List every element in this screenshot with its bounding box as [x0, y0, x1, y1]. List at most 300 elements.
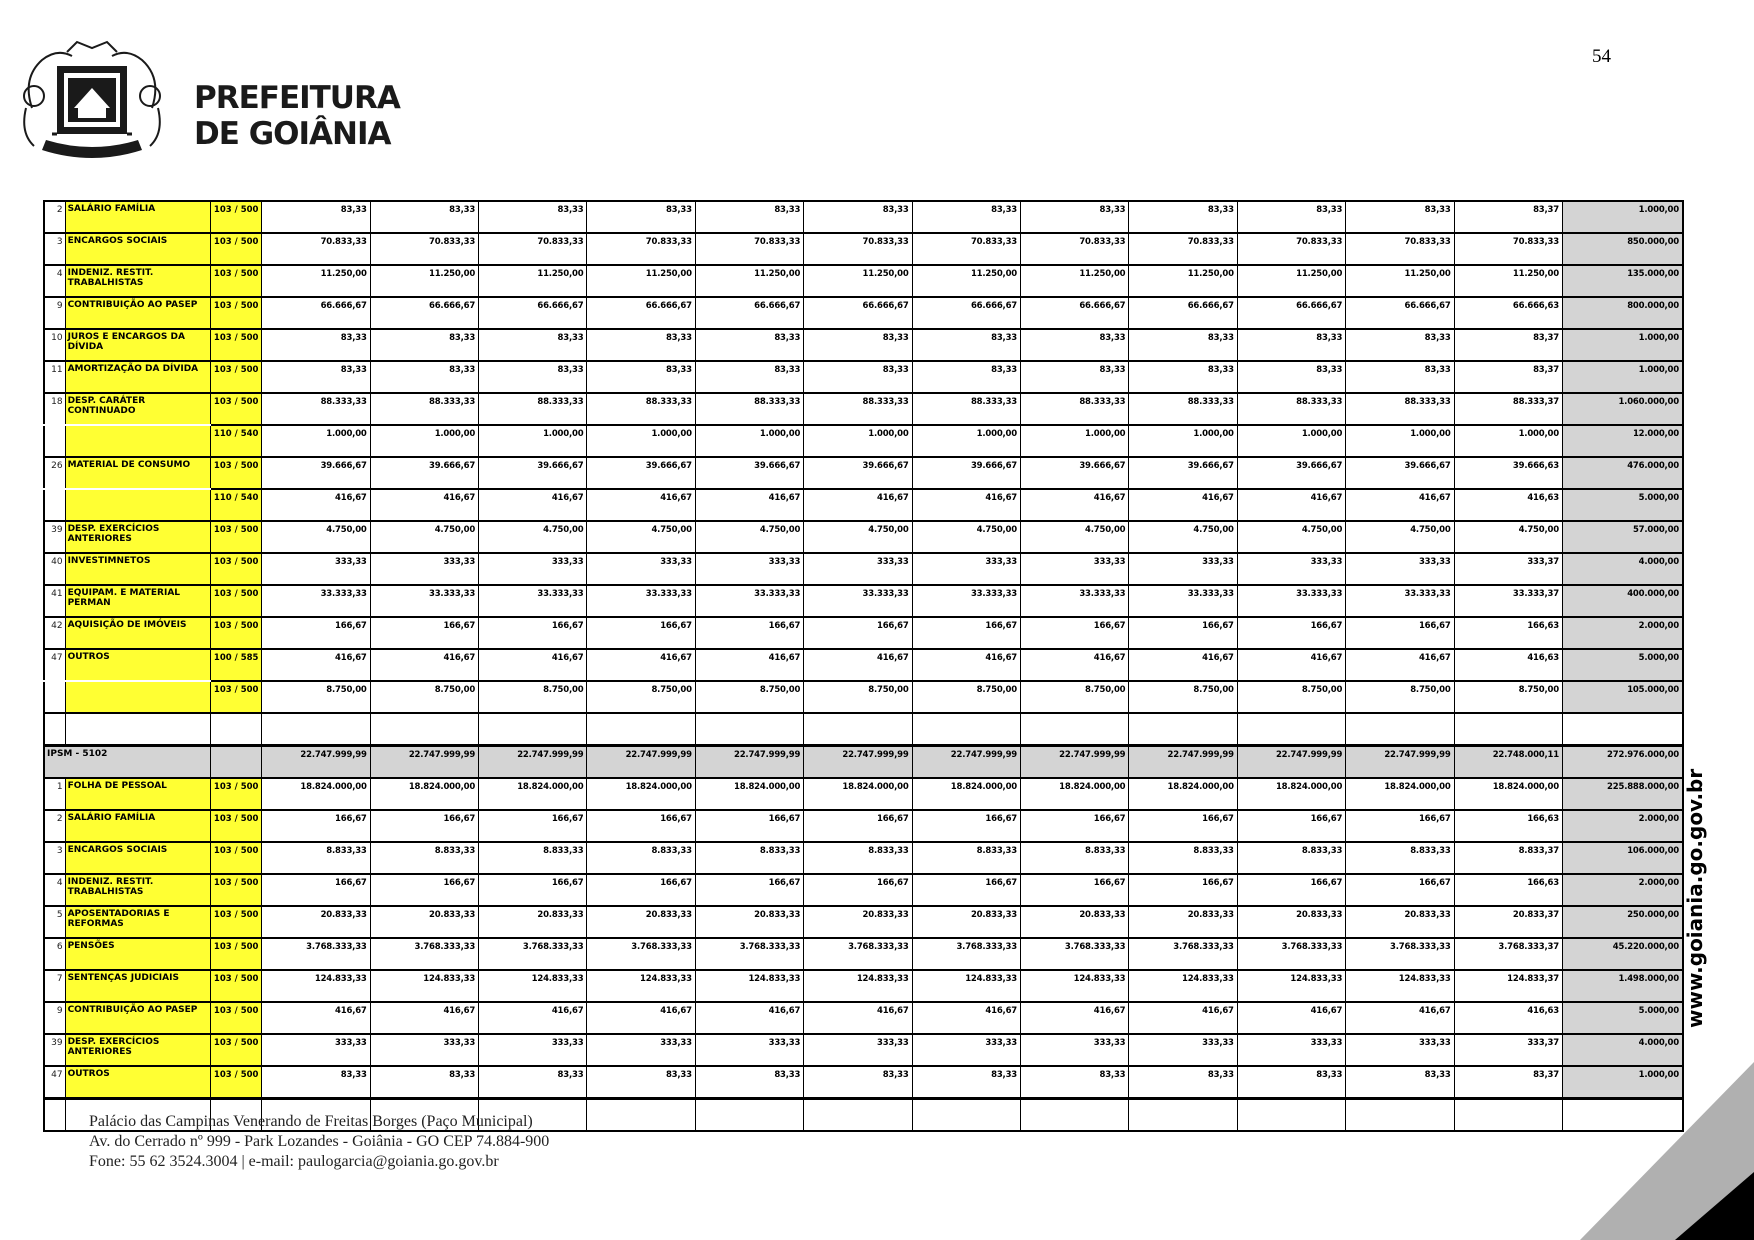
table-row	[44, 1066, 1683, 1099]
month-value: 88.333,37	[1454, 393, 1562, 425]
month-value: 70.833,33	[912, 233, 1020, 265]
table-row	[44, 425, 1683, 457]
month-value: 83,33	[479, 201, 587, 233]
row-code: 42	[44, 617, 65, 649]
table-row	[44, 970, 1683, 1002]
month-value: 18.824.000,00	[1021, 778, 1129, 810]
month-value: 124.833,33	[1021, 970, 1129, 1002]
month-value: 33.333,37	[1454, 585, 1562, 617]
month-value: 18.824.000,00	[1237, 778, 1345, 810]
row-code: 9	[44, 1002, 65, 1034]
website-vertical-text: www.goiania.go.gov.br	[1683, 768, 1707, 1028]
month-value: 83,33	[912, 329, 1020, 361]
group-month-value: 22.747.999,99	[587, 746, 695, 779]
month-value: 416,67	[587, 1002, 695, 1034]
month-value: 8.750,00	[587, 681, 695, 713]
group-month-value: 22.747.999,99	[804, 746, 912, 779]
month-value: 83,33	[912, 361, 1020, 393]
month-value: 8.750,00	[804, 681, 912, 713]
row-source: 103 / 500	[211, 617, 262, 649]
month-value: 88.333,33	[262, 393, 370, 425]
row-code: 7	[44, 970, 65, 1002]
month-value: 416,67	[479, 489, 587, 521]
row-source: 110 / 540	[211, 425, 262, 457]
row-total: 2.000,00	[1562, 874, 1683, 906]
month-value: 83,33	[1237, 1066, 1345, 1099]
month-value: 416,67	[370, 1002, 478, 1034]
month-value: 416,67	[1237, 649, 1345, 681]
group-month-value: 22.747.999,99	[1021, 746, 1129, 779]
month-value: 416,67	[1346, 489, 1454, 521]
month-value: 83,33	[804, 1066, 912, 1099]
month-value: 88.333,33	[1021, 393, 1129, 425]
group-header-row	[44, 746, 1683, 779]
month-value: 88.333,33	[1346, 393, 1454, 425]
month-value: 4.750,00	[1021, 521, 1129, 553]
month-value: 66.666,67	[370, 297, 478, 329]
month-value: 333,33	[1346, 1034, 1454, 1066]
row-code: 2	[44, 810, 65, 842]
row-description: INDENIZ. RESTIT. TRABALHISTAS	[65, 874, 211, 906]
month-value: 83,33	[370, 329, 478, 361]
month-value: 1.000,00	[1237, 425, 1345, 457]
row-total: 5.000,00	[1562, 649, 1683, 681]
month-value: 166,67	[1021, 810, 1129, 842]
month-value: 1.000,00	[912, 425, 1020, 457]
month-value: 11.250,00	[1237, 265, 1345, 297]
row-code	[44, 489, 65, 521]
month-value: 3.768.333,33	[1237, 938, 1345, 970]
month-value: 1.000,00	[262, 425, 370, 457]
row-code: 39	[44, 1034, 65, 1066]
row-total: 225.888.000,00	[1562, 778, 1683, 810]
row-description: DESP. EXERCÍCIOS ANTERIORES	[65, 1034, 211, 1066]
row-total: 105.000,00	[1562, 681, 1683, 713]
month-value: 83,33	[804, 201, 912, 233]
row-total: 45.220.000,00	[1562, 938, 1683, 970]
group-source-cell	[211, 746, 262, 779]
row-source: 103 / 500	[211, 201, 262, 233]
month-value: 39.666,67	[804, 457, 912, 489]
month-value: 333,33	[1021, 1034, 1129, 1066]
month-value: 70.833,33	[479, 233, 587, 265]
month-value: 416,67	[695, 489, 803, 521]
row-description: JUROS E ENCARGOS DA DÍVIDA	[65, 329, 211, 361]
month-value: 88.333,33	[912, 393, 1020, 425]
table-row	[44, 329, 1683, 361]
table-row	[44, 585, 1683, 617]
month-value: 166,67	[695, 810, 803, 842]
month-value: 83,33	[1129, 361, 1237, 393]
month-value: 166,67	[1237, 810, 1345, 842]
group-ipsm	[44, 746, 1683, 779]
month-value: 333,33	[370, 553, 478, 585]
month-value: 416,67	[1346, 1002, 1454, 1034]
row-description	[65, 489, 211, 521]
month-value: 416,67	[1021, 649, 1129, 681]
month-value: 416,67	[912, 489, 1020, 521]
month-value: 88.333,33	[1129, 393, 1237, 425]
row-description: INVESTIMNETOS	[65, 553, 211, 585]
month-value: 33.333,33	[1237, 585, 1345, 617]
month-value: 83,33	[804, 361, 912, 393]
logo-wordmark	[194, 80, 400, 152]
month-value: 66.666,67	[1021, 297, 1129, 329]
month-value: 3.768.333,33	[262, 938, 370, 970]
month-value: 83,33	[1237, 361, 1345, 393]
month-value: 83,33	[1021, 329, 1129, 361]
row-code: 39	[44, 521, 65, 553]
month-value: 83,33	[1021, 201, 1129, 233]
table-row	[44, 393, 1683, 425]
month-value: 18.824.000,00	[262, 778, 370, 810]
row-total: 400.000,00	[1562, 585, 1683, 617]
month-value: 8.750,00	[1021, 681, 1129, 713]
month-value: 8.750,00	[1129, 681, 1237, 713]
month-value: 88.333,33	[695, 393, 803, 425]
month-value: 83,33	[262, 361, 370, 393]
table-row	[44, 297, 1683, 329]
month-value: 18.824.000,00	[370, 778, 478, 810]
month-value: 166,67	[804, 874, 912, 906]
row-total: 12.000,00	[1562, 425, 1683, 457]
month-value: 416,67	[262, 1002, 370, 1034]
row-total: 5.000,00	[1562, 1002, 1683, 1034]
logo-line-1: PREFEITURA	[194, 80, 400, 116]
month-value: 416,67	[912, 1002, 1020, 1034]
table-row	[44, 681, 1683, 713]
month-value: 333,33	[804, 1034, 912, 1066]
month-value: 66.666,67	[262, 297, 370, 329]
month-value: 416,67	[695, 649, 803, 681]
month-value: 83,33	[1021, 361, 1129, 393]
spacer-section	[44, 713, 1683, 746]
month-value: 70.833,33	[695, 233, 803, 265]
row-source: 103 / 500	[211, 265, 262, 297]
month-value: 416,67	[1021, 1002, 1129, 1034]
month-value: 416,67	[262, 649, 370, 681]
month-value: 83,33	[695, 1066, 803, 1099]
month-value: 70.833,33	[1129, 233, 1237, 265]
month-value: 166,67	[262, 874, 370, 906]
footer-line-2: Av. do Cerrado nº 999 - Park Lozandes - Goiânia - GO CEP 74.884-900	[89, 1133, 550, 1150]
row-description: AQUISIÇÃO DE IMÓVEIS	[65, 617, 211, 649]
month-value: 1.000,00	[1454, 425, 1562, 457]
row-total: 1.060.000,00	[1562, 393, 1683, 425]
month-value: 39.666,67	[370, 457, 478, 489]
month-value: 4.750,00	[1129, 521, 1237, 553]
month-value: 333,33	[804, 553, 912, 585]
row-total: 2.000,00	[1562, 617, 1683, 649]
month-value: 39.666,67	[1237, 457, 1345, 489]
row-code: 40	[44, 553, 65, 585]
month-value: 11.250,00	[1021, 265, 1129, 297]
month-value: 416,67	[370, 649, 478, 681]
month-value: 83,33	[587, 361, 695, 393]
month-value: 166,67	[1346, 810, 1454, 842]
month-value: 8.750,00	[1346, 681, 1454, 713]
month-value: 333,33	[262, 553, 370, 585]
month-value: 33.333,33	[695, 585, 803, 617]
row-description: ENCARGOS SOCIAIS	[65, 233, 211, 265]
month-value: 11.250,00	[479, 265, 587, 297]
month-value: 4.750,00	[587, 521, 695, 553]
row-description	[65, 425, 211, 457]
month-value: 333,37	[1454, 1034, 1562, 1066]
month-value: 18.824.000,00	[479, 778, 587, 810]
month-value: 83,33	[912, 1066, 1020, 1099]
month-value: 83,37	[1454, 329, 1562, 361]
month-value: 11.250,00	[1129, 265, 1237, 297]
month-value: 1.000,00	[587, 425, 695, 457]
month-value: 416,67	[1346, 649, 1454, 681]
month-value: 166,67	[1237, 617, 1345, 649]
row-total: 476.000,00	[1562, 457, 1683, 489]
month-value: 33.333,33	[479, 585, 587, 617]
row-total: 1.498.000,00	[1562, 970, 1683, 1002]
group-month-value: 22.747.999,99	[1129, 746, 1237, 779]
month-value: 333,33	[479, 553, 587, 585]
month-value: 39.666,63	[1454, 457, 1562, 489]
corner-triangle-decoration	[1580, 1062, 1754, 1240]
month-value: 8.833,33	[1237, 842, 1345, 874]
row-code: 47	[44, 1066, 65, 1099]
month-value: 416,67	[479, 1002, 587, 1034]
row-code: 2	[44, 201, 65, 233]
month-value: 83,33	[1346, 329, 1454, 361]
month-value: 4.750,00	[695, 521, 803, 553]
row-code: 1	[44, 778, 65, 810]
month-value: 333,33	[912, 1034, 1020, 1066]
month-value: 83,33	[1129, 329, 1237, 361]
month-value: 416,67	[1129, 649, 1237, 681]
month-value: 166,67	[479, 874, 587, 906]
month-value: 20.833,33	[912, 906, 1020, 938]
month-value: 66.666,67	[587, 297, 695, 329]
month-value: 70.833,33	[587, 233, 695, 265]
row-source: 103 / 500	[211, 361, 262, 393]
table-row	[44, 265, 1683, 297]
row-total: 1.000,00	[1562, 361, 1683, 393]
month-value: 416,67	[1237, 489, 1345, 521]
month-value: 70.833,33	[1346, 233, 1454, 265]
month-value: 166,67	[370, 810, 478, 842]
month-value: 166,63	[1454, 810, 1562, 842]
month-value: 166,63	[1454, 617, 1562, 649]
month-value: 166,67	[695, 617, 803, 649]
row-description: OUTROS	[65, 1066, 211, 1099]
month-value: 124.833,33	[695, 970, 803, 1002]
table-row	[44, 842, 1683, 874]
month-value: 20.833,33	[479, 906, 587, 938]
month-value: 39.666,67	[587, 457, 695, 489]
month-value: 124.833,33	[1129, 970, 1237, 1002]
row-code: 47	[44, 649, 65, 681]
table-row	[44, 649, 1683, 681]
month-value: 166,67	[1346, 874, 1454, 906]
month-value: 333,33	[912, 553, 1020, 585]
prefeitura-logo	[12, 38, 400, 168]
month-value: 1.000,00	[479, 425, 587, 457]
month-value: 83,33	[1021, 1066, 1129, 1099]
group-total: 272.976.000,00	[1562, 746, 1683, 779]
month-value: 20.833,33	[1129, 906, 1237, 938]
month-value: 88.333,33	[587, 393, 695, 425]
row-code: 10	[44, 329, 65, 361]
month-value: 416,63	[1454, 649, 1562, 681]
month-value: 166,67	[1346, 617, 1454, 649]
month-value: 3.768.333,37	[1454, 938, 1562, 970]
month-value: 83,33	[695, 361, 803, 393]
row-total: 1.000,00	[1562, 201, 1683, 233]
group-month-value: 22.747.999,99	[1346, 746, 1454, 779]
footer-address	[89, 1112, 549, 1172]
month-value: 39.666,67	[695, 457, 803, 489]
month-value: 18.824.000,00	[912, 778, 1020, 810]
row-total: 106.000,00	[1562, 842, 1683, 874]
month-value: 8.833,33	[370, 842, 478, 874]
month-value: 8.833,33	[587, 842, 695, 874]
month-value: 3.768.333,33	[370, 938, 478, 970]
row-total: 5.000,00	[1562, 489, 1683, 521]
month-value: 39.666,67	[912, 457, 1020, 489]
month-value: 66.666,67	[1237, 297, 1345, 329]
month-value: 4.750,00	[262, 521, 370, 553]
group-name: IPSM - 5102	[44, 746, 211, 779]
month-value: 70.833,33	[804, 233, 912, 265]
month-value: 333,33	[695, 1034, 803, 1066]
row-source: 103 / 500	[211, 297, 262, 329]
month-value: 3.768.333,33	[1021, 938, 1129, 970]
month-value: 333,33	[1237, 553, 1345, 585]
month-value: 166,67	[587, 810, 695, 842]
row-description: APOSENTADORIAS E REFORMAS	[65, 906, 211, 938]
month-value: 8.750,00	[912, 681, 1020, 713]
row-code: 6	[44, 938, 65, 970]
month-value: 333,33	[1237, 1034, 1345, 1066]
month-value: 88.333,33	[370, 393, 478, 425]
row-source: 103 / 500	[211, 233, 262, 265]
month-value: 83,33	[1346, 361, 1454, 393]
month-value: 39.666,67	[1346, 457, 1454, 489]
month-value: 83,33	[479, 361, 587, 393]
month-value: 8.833,33	[479, 842, 587, 874]
row-code: 18	[44, 393, 65, 425]
month-value: 166,67	[695, 874, 803, 906]
month-value: 4.750,00	[1237, 521, 1345, 553]
row-code: 3	[44, 233, 65, 265]
month-value: 416,67	[479, 649, 587, 681]
month-value: 11.250,00	[1454, 265, 1562, 297]
month-value: 8.750,00	[1237, 681, 1345, 713]
table-row	[44, 489, 1683, 521]
month-value: 3.768.333,33	[479, 938, 587, 970]
row-source: 100 / 585	[211, 649, 262, 681]
month-value: 333,33	[1346, 553, 1454, 585]
month-value: 166,63	[1454, 874, 1562, 906]
month-value: 18.824.000,00	[1346, 778, 1454, 810]
table-row	[44, 617, 1683, 649]
month-value: 333,33	[695, 553, 803, 585]
month-value: 83,33	[262, 201, 370, 233]
row-description: DESP. CARÁTER CONTINUADO	[65, 393, 211, 425]
month-value: 66.666,67	[804, 297, 912, 329]
row-code: 41	[44, 585, 65, 617]
month-value: 8.833,33	[1346, 842, 1454, 874]
row-source: 103 / 500	[211, 585, 262, 617]
month-value: 166,67	[370, 617, 478, 649]
row-description	[65, 681, 211, 713]
month-value: 416,67	[804, 1002, 912, 1034]
month-value: 70.833,33	[370, 233, 478, 265]
month-value: 416,67	[587, 649, 695, 681]
month-value: 416,63	[1454, 1002, 1562, 1034]
month-value: 1.000,00	[695, 425, 803, 457]
month-value: 4.750,00	[912, 521, 1020, 553]
row-total: 1.000,00	[1562, 1066, 1683, 1099]
month-value: 83,33	[1129, 1066, 1237, 1099]
row-source: 103 / 500	[211, 681, 262, 713]
month-value: 83,33	[587, 1066, 695, 1099]
month-value: 166,67	[1129, 874, 1237, 906]
row-total: 250.000,00	[1562, 906, 1683, 938]
table-row	[44, 1034, 1683, 1066]
month-value: 20.833,33	[262, 906, 370, 938]
group-month-value: 22.747.999,99	[912, 746, 1020, 779]
row-code: 4	[44, 265, 65, 297]
row-source: 103 / 500	[211, 938, 262, 970]
month-value: 20.833,33	[1346, 906, 1454, 938]
table-row	[44, 521, 1683, 553]
row-description: SALÁRIO FAMÍLIA	[65, 201, 211, 233]
row-source: 103 / 500	[211, 393, 262, 425]
row-source: 103 / 500	[211, 553, 262, 585]
month-value: 416,67	[1021, 489, 1129, 521]
month-value: 8.750,00	[262, 681, 370, 713]
footer-line-1: Palácio das Campinas Venerando de Freitas Borges (Paço Municipal)	[89, 1113, 533, 1130]
month-value: 1.000,00	[1346, 425, 1454, 457]
row-source: 103 / 500	[211, 810, 262, 842]
month-value: 3.768.333,33	[912, 938, 1020, 970]
row-code: 9	[44, 297, 65, 329]
row-code	[44, 681, 65, 713]
month-value: 8.750,00	[479, 681, 587, 713]
group-month-value: 22.747.999,99	[1237, 746, 1345, 779]
month-value: 416,67	[804, 489, 912, 521]
month-value: 124.833,33	[912, 970, 1020, 1002]
month-value: 8.833,33	[1129, 842, 1237, 874]
month-value: 333,33	[1129, 553, 1237, 585]
month-value: 83,33	[262, 329, 370, 361]
month-value: 166,67	[804, 810, 912, 842]
row-code	[44, 425, 65, 457]
row-source: 103 / 500	[211, 1066, 262, 1099]
month-value: 166,67	[587, 874, 695, 906]
month-value: 66.666,67	[912, 297, 1020, 329]
month-value: 83,33	[1237, 329, 1345, 361]
month-value: 166,67	[479, 617, 587, 649]
group-month-value: 22.747.999,99	[262, 746, 370, 779]
month-value: 83,33	[370, 1066, 478, 1099]
table-row	[44, 361, 1683, 393]
row-total: 1.000,00	[1562, 329, 1683, 361]
row-code: 11	[44, 361, 65, 393]
month-value: 166,67	[1129, 810, 1237, 842]
month-value: 20.833,37	[1454, 906, 1562, 938]
month-value: 3.768.333,33	[1129, 938, 1237, 970]
month-value: 83,33	[370, 201, 478, 233]
month-value: 83,33	[1346, 1066, 1454, 1099]
